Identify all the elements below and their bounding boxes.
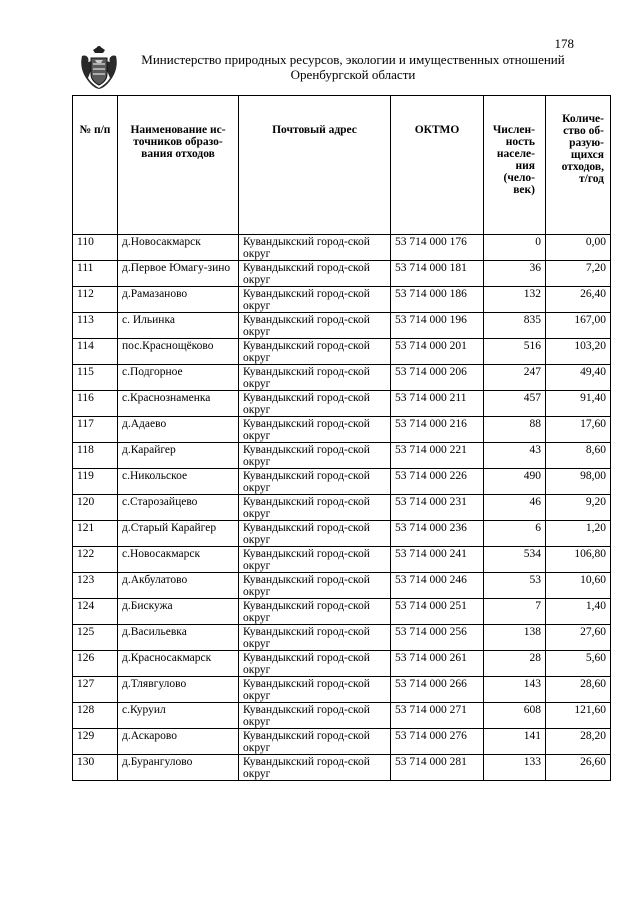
row-oktmo: 53 714 000 246	[391, 573, 484, 599]
table-row	[73, 443, 611, 469]
row-num: 116	[73, 391, 118, 417]
row-population: 516	[484, 339, 546, 365]
row-address: Кувандыкский город-ской округ	[239, 547, 391, 573]
row-population: 490	[484, 469, 546, 495]
row-address: Кувандыкский город-ской округ	[239, 261, 391, 287]
row-oktmo: 53 714 000 256	[391, 625, 484, 651]
row-address: Кувандыкский город-ской округ	[239, 417, 391, 443]
row-oktmo: 53 714 000 181	[391, 261, 484, 287]
row-oktmo: 53 714 000 266	[391, 677, 484, 703]
table-row	[73, 573, 611, 599]
row-population: 36	[484, 261, 546, 287]
row-num: 114	[73, 339, 118, 365]
col-header-oktmo: ОКТМО	[391, 96, 484, 235]
coat-of-arms-icon	[78, 44, 120, 90]
table-row	[73, 521, 611, 547]
row-num: 118	[73, 443, 118, 469]
row-oktmo: 53 714 000 211	[391, 391, 484, 417]
row-address: Кувандыкский город-ской округ	[239, 469, 391, 495]
row-oktmo: 53 714 000 231	[391, 495, 484, 521]
row-waste: 49,40	[546, 365, 611, 391]
row-num: 115	[73, 365, 118, 391]
row-name: д.Васильевка	[118, 625, 239, 651]
row-name: д.Старый Карайгер	[118, 521, 239, 547]
row-num: 113	[73, 313, 118, 339]
row-oktmo: 53 714 000 251	[391, 599, 484, 625]
table-row	[73, 755, 611, 781]
row-num: 130	[73, 755, 118, 781]
row-num: 122	[73, 547, 118, 573]
row-num: 112	[73, 287, 118, 313]
row-address: Кувандыкский город-ской округ	[239, 443, 391, 469]
row-address: Кувандыкский город-ской округ	[239, 677, 391, 703]
row-name: д.Бискужа	[118, 599, 239, 625]
row-population: 141	[484, 729, 546, 755]
table-row	[73, 495, 611, 521]
row-population: 247	[484, 365, 546, 391]
table-row	[73, 677, 611, 703]
row-waste: 28,60	[546, 677, 611, 703]
row-num: 119	[73, 469, 118, 495]
row-population: 138	[484, 625, 546, 651]
row-oktmo: 53 714 000 186	[391, 287, 484, 313]
row-population: 88	[484, 417, 546, 443]
row-waste: 8,60	[546, 443, 611, 469]
row-name: с.Краснознаменка	[118, 391, 239, 417]
row-oktmo: 53 714 000 206	[391, 365, 484, 391]
row-num: 127	[73, 677, 118, 703]
row-name: с.Новосакмарск	[118, 547, 239, 573]
col-header-address: Почтовый адрес	[239, 96, 391, 235]
col-header-num: № п/п	[73, 96, 118, 235]
col-header-name: Наименование ис-точников образо-вания отходов	[118, 96, 239, 235]
ministry-line-1: Министерство природных ресурсов, экологии и имущественных отношений	[141, 52, 565, 67]
row-address: Кувандыкский город-ской округ	[239, 313, 391, 339]
row-waste: 17,60	[546, 417, 611, 443]
row-name: д.Карайгер	[118, 443, 239, 469]
table-row	[73, 261, 611, 287]
row-address: Кувандыкский город-ской округ	[239, 573, 391, 599]
row-name: с.Куруил	[118, 703, 239, 729]
row-num: 125	[73, 625, 118, 651]
row-population: 6	[484, 521, 546, 547]
table-header-row	[73, 96, 611, 235]
row-oktmo: 53 714 000 221	[391, 443, 484, 469]
row-waste: 1,40	[546, 599, 611, 625]
table-row	[73, 729, 611, 755]
row-population: 53	[484, 573, 546, 599]
row-name: с.Никольское	[118, 469, 239, 495]
row-waste: 1,20	[546, 521, 611, 547]
row-num: 110	[73, 235, 118, 261]
row-waste: 10,60	[546, 573, 611, 599]
row-name: д.Красносакмарск	[118, 651, 239, 677]
row-waste: 28,20	[546, 729, 611, 755]
table-row	[73, 287, 611, 313]
row-num: 128	[73, 703, 118, 729]
ministry-title	[124, 52, 582, 82]
row-name: с. Ильинка	[118, 313, 239, 339]
row-name: д.Первое Юмагу-зино	[118, 261, 239, 287]
row-population: 457	[484, 391, 546, 417]
ministry-line-2: Оренбургской области	[290, 67, 416, 82]
table-row	[73, 651, 611, 677]
row-oktmo: 53 714 000 236	[391, 521, 484, 547]
row-waste: 98,00	[546, 469, 611, 495]
row-oktmo: 53 714 000 271	[391, 703, 484, 729]
row-population: 43	[484, 443, 546, 469]
row-oktmo: 53 714 000 276	[391, 729, 484, 755]
table-row	[73, 365, 611, 391]
row-waste: 121,60	[546, 703, 611, 729]
row-population: 534	[484, 547, 546, 573]
row-oktmo: 53 714 000 201	[391, 339, 484, 365]
row-population: 143	[484, 677, 546, 703]
row-num: 124	[73, 599, 118, 625]
table-row	[73, 703, 611, 729]
row-num: 123	[73, 573, 118, 599]
row-population: 133	[484, 755, 546, 781]
row-name: д.Адаево	[118, 417, 239, 443]
row-oktmo: 53 714 000 176	[391, 235, 484, 261]
row-waste: 26,40	[546, 287, 611, 313]
row-num: 111	[73, 261, 118, 287]
row-waste: 103,20	[546, 339, 611, 365]
row-population: 835	[484, 313, 546, 339]
row-address: Кувандыкский город-ской округ	[239, 391, 391, 417]
row-population: 28	[484, 651, 546, 677]
row-address: Кувандыкский город-ской округ	[239, 235, 391, 261]
table-row	[73, 313, 611, 339]
row-population: 7	[484, 599, 546, 625]
row-population: 608	[484, 703, 546, 729]
row-address: Кувандыкский город-ской округ	[239, 729, 391, 755]
row-waste: 5,60	[546, 651, 611, 677]
table-row	[73, 625, 611, 651]
row-oktmo: 53 714 000 226	[391, 469, 484, 495]
row-oktmo: 53 714 000 241	[391, 547, 484, 573]
col-header-population: Числен-ность населе-ния (чело-век)	[484, 96, 546, 235]
row-address: Кувандыкский город-ской округ	[239, 495, 391, 521]
row-address: Кувандыкский город-ской округ	[239, 651, 391, 677]
row-num: 129	[73, 729, 118, 755]
row-population: 132	[484, 287, 546, 313]
row-address: Кувандыкский город-ской округ	[239, 625, 391, 651]
row-name: пос.Краснощёково	[118, 339, 239, 365]
row-population: 0	[484, 235, 546, 261]
row-waste: 9,20	[546, 495, 611, 521]
row-num: 126	[73, 651, 118, 677]
row-num: 121	[73, 521, 118, 547]
table-row	[73, 339, 611, 365]
row-name: д.Новосакмарск	[118, 235, 239, 261]
waste-sources-table	[72, 95, 611, 781]
row-waste: 0,00	[546, 235, 611, 261]
row-oktmo: 53 714 000 261	[391, 651, 484, 677]
row-waste: 26,60	[546, 755, 611, 781]
row-address: Кувандыкский город-ской округ	[239, 339, 391, 365]
table-row	[73, 547, 611, 573]
row-name: с.Подгорное	[118, 365, 239, 391]
row-name: д.Тлявгулово	[118, 677, 239, 703]
row-oktmo: 53 714 000 281	[391, 755, 484, 781]
row-waste: 27,60	[546, 625, 611, 651]
row-name: д.Акбулатово	[118, 573, 239, 599]
row-num: 117	[73, 417, 118, 443]
row-waste: 91,40	[546, 391, 611, 417]
row-address: Кувандыкский город-ской округ	[239, 599, 391, 625]
row-name: д.Бурангулово	[118, 755, 239, 781]
row-waste: 167,00	[546, 313, 611, 339]
row-name: д.Рамазаново	[118, 287, 239, 313]
row-waste: 106,80	[546, 547, 611, 573]
row-num: 120	[73, 495, 118, 521]
table-row	[73, 599, 611, 625]
row-waste: 7,20	[546, 261, 611, 287]
row-address: Кувандыкский город-ской округ	[239, 287, 391, 313]
col-header-waste: Количе-ство об-разую-щихся отходов, т/год	[546, 96, 611, 235]
row-address: Кувандыкский город-ской округ	[239, 365, 391, 391]
page-number: 178	[554, 36, 574, 51]
row-population: 46	[484, 495, 546, 521]
table-row	[73, 417, 611, 443]
row-oktmo: 53 714 000 216	[391, 417, 484, 443]
row-address: Кувандыкский город-ской округ	[239, 521, 391, 547]
table-row	[73, 235, 611, 261]
table-row	[73, 469, 611, 495]
row-name: с.Старозайцево	[118, 495, 239, 521]
row-address: Кувандыкский город-ской округ	[239, 755, 391, 781]
table-row	[73, 391, 611, 417]
row-address: Кувандыкский город-ской округ	[239, 703, 391, 729]
row-oktmo: 53 714 000 196	[391, 313, 484, 339]
row-name: д.Аскарово	[118, 729, 239, 755]
